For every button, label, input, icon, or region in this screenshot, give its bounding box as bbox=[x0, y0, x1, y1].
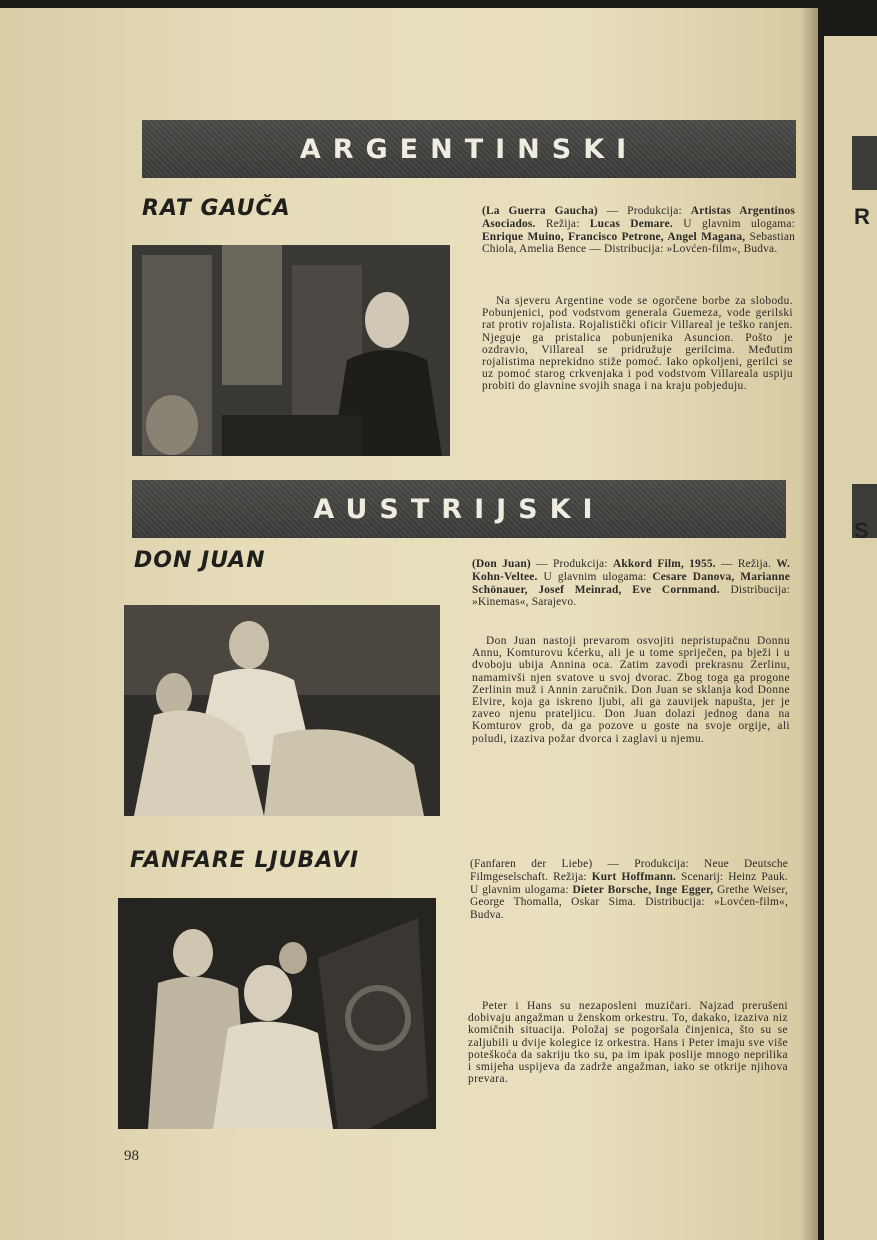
still-photo-rat-gauca bbox=[132, 245, 450, 456]
film-still-image bbox=[132, 245, 450, 456]
synopsis-fanfare-ljubavi: Peter i Hans su nezaposleni muzičari. Najzad prerušeni dobivaju angažman u ženskom orkestru. To, dakako, izaziva niz komičnih situacija. Položaj se pogoršala činjenica, što su se zaljubili u dvije kolegice iz orkestra. Hans i Peter imaju sve više poteškoća da sakriju tko su, pa im ipak poslije mnogo neprilika i smijeha uspijeva da zadrže angažman, iako se otkrije njihova prevara. bbox=[468, 1000, 788, 1086]
director: W. Kohn-Veltee. bbox=[472, 558, 790, 583]
credits-rat-gauca bbox=[482, 205, 795, 256]
next-page-banner-1 bbox=[852, 136, 877, 190]
next-page-edge bbox=[824, 36, 877, 1240]
label: Scenarij: Heinz Pauk. U glavnim ulogama: bbox=[470, 870, 788, 896]
film-still-image bbox=[124, 605, 440, 816]
magazine-page bbox=[0, 8, 818, 1240]
label: U glavnim ulogama: bbox=[537, 570, 647, 583]
cast-plain: Grethe Weiser, George Thomalla, Oskar Sima. bbox=[470, 883, 788, 909]
credits-don-juan bbox=[472, 558, 790, 609]
still-photo-fanfare-ljubavi bbox=[118, 898, 436, 1129]
section-banner-austria bbox=[132, 480, 786, 538]
cast: Enrique Muino, Francisco Petrone, Angel Magana, bbox=[482, 230, 746, 243]
director: Kurt Hoffmann. bbox=[591, 870, 677, 883]
producer: Neue Deutsche Filmgeselschaft. bbox=[470, 858, 788, 883]
cast: Dieter Borsche, Inge Egger, bbox=[572, 883, 714, 896]
next-page-letter-2: S bbox=[854, 518, 869, 543]
film-title-fanfare-ljubavi: FANFARE LJUBAVI bbox=[130, 848, 360, 873]
still-photo-don-juan bbox=[124, 605, 440, 816]
label: — Produkcija: bbox=[597, 205, 682, 217]
section-title-austria: AUSTRIJSKI bbox=[313, 493, 605, 525]
credits-fanfare-ljubavi bbox=[470, 858, 788, 922]
original-title: (La Guerra Gaucha) bbox=[482, 205, 598, 217]
film-still-image bbox=[118, 898, 436, 1129]
next-page-letter-1: R bbox=[854, 204, 870, 229]
film-title-don-juan: DON JUAN bbox=[134, 548, 266, 573]
original-title: (Don Juan) bbox=[472, 558, 531, 570]
distribution: Distribucija: »Lovćen-film«, Budva. bbox=[470, 896, 788, 922]
section-title-argentina: ARGENTINSKI bbox=[299, 133, 639, 165]
original-title: (Fanfaren der Liebe) bbox=[470, 858, 593, 870]
distribution: — Distribucija: »Lovćen-film«, Budva. bbox=[586, 243, 778, 256]
label: — Produkcija: bbox=[530, 558, 608, 570]
producer: Artistas Argentinos Asociados. bbox=[482, 205, 795, 230]
label: — Režija. bbox=[715, 558, 772, 570]
cast: Cesare Danova, Marianne Schönauer, Josef Meinrad, Eve Cornmand. bbox=[472, 570, 790, 596]
film-title-rat-gauca: RAT GAUČA bbox=[142, 196, 291, 221]
label: Režija: bbox=[548, 870, 587, 883]
page-number: 98 bbox=[124, 1148, 139, 1164]
label: U glavnim ulogama: bbox=[672, 217, 795, 230]
label: Režija: bbox=[535, 217, 580, 230]
synopsis-don-juan: Don Juan nastoji prevarom osvojiti nepristupačnu Donnu Annu, Komturovu kćerku, ali je u tome spriječen, pa bježi i u dvoboju ubija Annina oca. Zatim zavodi prekrasnu Zerlinu, namamivši njen svatove u svoj dvorac. Zbog toga ga progone Zerlinin muž i Annin zaručnik. Don Juan se sklanja kod Donne Elvire, koja ga iskreno ljubi, ali ga zauvijek napušta, jer je zaveo njenu prateljicu. Don Juan dolazi jednog dana na Komturov grob, da ga pozove u goste na svoje orgije, ali poludi, izaziva požar dvorca i zaglavi u njemu. bbox=[472, 635, 790, 745]
section-banner-argentina bbox=[142, 120, 796, 178]
distribution: Distribucija: »Kinemas«, Sarajevo. bbox=[472, 583, 791, 609]
label: — Produkcija: bbox=[592, 858, 689, 870]
synopsis-rat-gauca: Na sjeveru Argentine vode se ogorčene borbe za slobodu. Pobunjenici, pod vodstvom generala Guemeza, vode gerilski rat protiv rojalista. Rojalistički oficir Villareal je teško ranjen. Njeguje ga pristalica pobunjenika Asuncion. Pošto je ozdravio, Villareal se pridružuje gerilcima. Međutim rojalistima neprekidno stiže pomoć. Iako opkoljeni, gerilci se uz pomoć starog crkvenjaka i pod vodstvom Villareala uspiju probiti do glavnine svojih snaga i na kraju pobjeduju. bbox=[482, 295, 793, 393]
director: Lucas Demare. bbox=[589, 217, 673, 230]
producer: Akkord Film, 1955. bbox=[612, 558, 716, 570]
cast-plain: Sebastian Chiola, Amelia Bence bbox=[482, 230, 795, 256]
